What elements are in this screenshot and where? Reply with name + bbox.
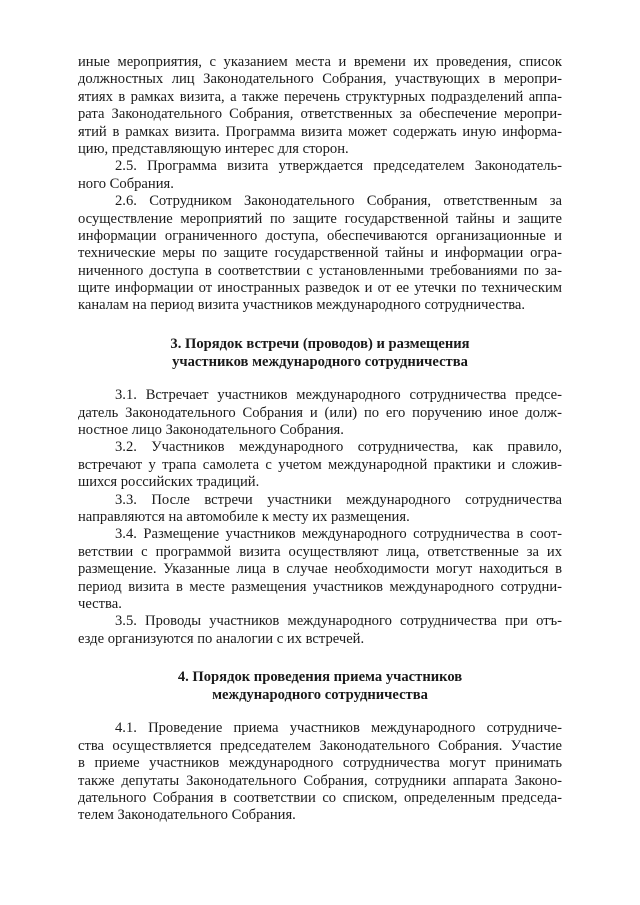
heading-line: международного сотрудничества [212, 687, 428, 704]
text-line: 3.4. Размещение участников международного сотрудничества в соот- [115, 526, 562, 543]
text-line: шихся российских традиций. [78, 474, 260, 491]
paragraph-2-5 [78, 158, 562, 193]
heading-line: 4. Порядок проведения приема участников [177, 669, 463, 686]
text-line: ветствии с программой визита осуществляют лица, ответственные за их [78, 543, 562, 560]
text-line: размещение. Указанные лица в случае необходимости могут находиться в [78, 561, 562, 578]
text-line: осуществление мероприятий по защите государственной тайны и защите [78, 210, 562, 227]
paragraph-3-1 [78, 387, 562, 439]
text-line: также депутаты Законодательного Собрания, сотрудники аппарата Законо- [78, 772, 562, 789]
text-line: должностных лиц Законодательного Собрания, участвующих в меропри- [78, 71, 562, 88]
text-line: дательного Собрания в соответствии со списком, определенным председа- [78, 790, 562, 807]
heading-line: 3. Порядок встречи (проводов) и размещения [170, 335, 470, 352]
text-line: рата Законодательного Собрания, ответственных за обеспечение меропри- [78, 106, 562, 123]
text-line: 2.5. Программа визита утверждается председателем Законодатель- [115, 158, 562, 175]
document-page [78, 54, 562, 825]
paragraph-3-3 [78, 492, 562, 527]
text-line: ства осуществляется председателем Законодательного Собрания. Участие [78, 737, 562, 754]
text-line: технические меры по защите государственной тайны и информации огра- [78, 245, 562, 262]
text-line: период визита в месте размещения участников международного сотрудни- [78, 578, 562, 595]
heading-line: участников международного сотрудничества [172, 354, 468, 371]
text-line: щите информации от иностранных разведок и от ее утечки по техническим [78, 280, 562, 297]
text-line: телем Законодательного Собрания. [78, 807, 296, 824]
text-line: встречают у трапа самолета с учетом международной практики и сложив- [78, 456, 562, 473]
text-line: 3.2. Участников международного сотрудничества, как правило, [115, 439, 562, 456]
text-line: ятий в рамках визита. Программа визита может содержать иную информа- [78, 123, 562, 140]
text-line: 3.3. После встречи участники международного сотрудничества [115, 491, 562, 508]
text-line: ного Собрания. [78, 175, 174, 192]
text-line: иные мероприятия, с указанием места и времени их проведения, список [78, 54, 562, 70]
text-line: каналам на период визита участников международного сотрудничества. [78, 297, 526, 314]
text-line: ятиях в рамках визита, а также перечень структурных подразделений аппа- [78, 88, 562, 105]
paragraph-2-6 [78, 193, 562, 315]
paragraph-3-5 [78, 613, 562, 648]
text-line: 2.6. Сотрудником Законодательного Собрания, ответственным за [115, 193, 562, 210]
text-line: датель Законодательного Собрания и (или) по его поручению иное долж- [78, 404, 562, 421]
section-4-heading [78, 668, 562, 704]
text-line: 4.1. Проведение приема участников международного сотрудниче- [115, 720, 562, 737]
paragraph-3-2 [78, 439, 562, 491]
text-line: направляются на автомобиле к месту их размещения. [78, 508, 410, 525]
paragraph-3-4 [78, 526, 562, 613]
text-line: ниченного доступа в соответствии с установленными требованиями по за- [78, 262, 562, 279]
text-line: информации ограниченного доступа, обеспечиваются организационные и [78, 227, 562, 244]
text-line: 3.5. Проводы участников международного сотрудничества при отъ- [115, 613, 562, 630]
paragraph-4-1 [78, 720, 562, 824]
text-line: чества. [78, 595, 122, 612]
paragraph-continuation [78, 54, 562, 158]
text-line: ностное лицо Законодательного Собрания. [78, 422, 344, 439]
text-line: цию, представляющую интерес для сторон. [78, 140, 349, 157]
text-line: 3.1. Встречает участников международного сотрудничества предсе- [115, 387, 562, 404]
text-line: в приеме участников международного сотрудничества могут принимать [78, 755, 562, 772]
section-3-heading [78, 335, 562, 371]
text-line: езде организуются по аналогии с их встречей. [78, 630, 365, 647]
